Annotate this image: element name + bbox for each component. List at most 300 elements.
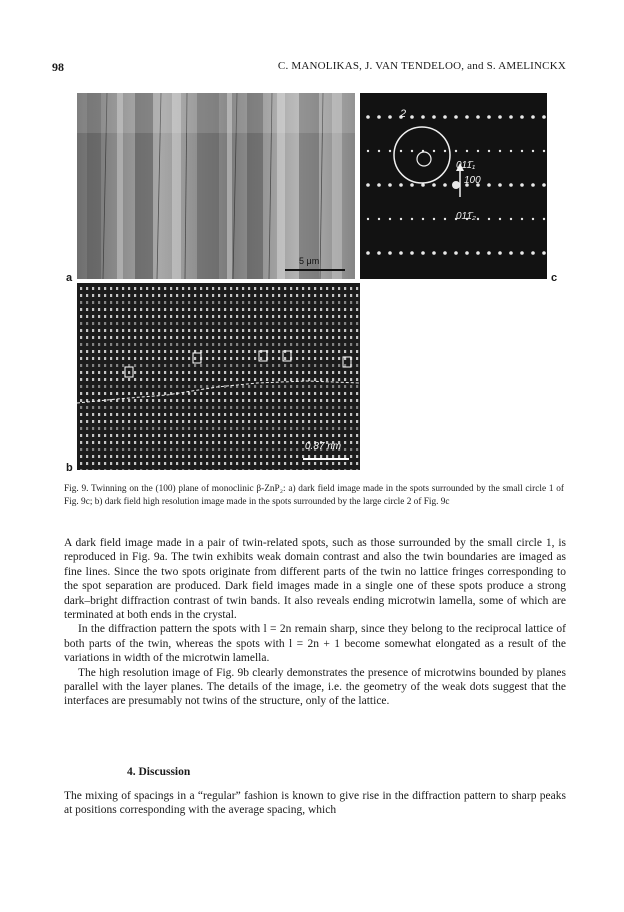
lattice-dot <box>176 301 178 304</box>
lattice-dot <box>290 329 292 332</box>
lattice-dot <box>260 462 262 465</box>
diffraction-spot <box>509 115 513 119</box>
lattice-dot <box>164 322 166 325</box>
lattice-dot <box>170 315 172 318</box>
lattice-dot <box>140 301 142 304</box>
lattice-dot <box>122 364 124 367</box>
lattice-dot <box>116 315 118 318</box>
lattice-dot <box>122 315 124 318</box>
diffraction-spot <box>466 150 468 152</box>
lattice-dot <box>356 301 358 304</box>
diffraction-spot <box>542 251 546 255</box>
lattice-dot <box>110 455 112 458</box>
lattice-dot <box>182 455 184 458</box>
lattice-dot <box>302 294 304 297</box>
lattice-dot <box>356 336 358 339</box>
lattice-dot <box>194 322 196 325</box>
lattice-dot <box>224 413 226 416</box>
lattice-dot <box>158 378 160 381</box>
lattice-dot <box>236 462 238 465</box>
lattice-dot <box>86 392 88 395</box>
lattice-dot <box>176 469 178 470</box>
lattice-dot <box>338 350 340 353</box>
lattice-dot <box>176 420 178 423</box>
lattice-dot <box>158 420 160 423</box>
lattice-dot <box>332 406 334 409</box>
lattice-dot <box>296 406 298 409</box>
lattice-dot <box>110 462 112 465</box>
lattice-dot <box>122 322 124 325</box>
lattice-dot <box>332 413 334 416</box>
lattice-dot <box>356 385 358 388</box>
lattice-dot <box>272 469 274 470</box>
lattice-dot <box>176 336 178 339</box>
lattice-dot <box>122 462 124 465</box>
lattice-dot <box>92 413 94 416</box>
lattice-dot <box>302 392 304 395</box>
lattice-dot <box>320 350 322 353</box>
lattice-dot <box>338 378 340 381</box>
lattice-dot <box>218 434 220 437</box>
lattice-dot <box>188 364 190 367</box>
lattice-dot <box>116 455 118 458</box>
lattice-dot <box>194 287 196 290</box>
lattice-dot <box>290 287 292 290</box>
lattice-dot <box>110 469 112 470</box>
lattice-dot <box>218 441 220 444</box>
lattice-dot <box>92 427 94 430</box>
scale-bar-label: 0.87 nm <box>305 441 342 452</box>
lattice-dot <box>134 469 136 470</box>
lattice-dot <box>188 378 190 381</box>
lattice-dot <box>134 364 136 367</box>
lattice-dot <box>188 427 190 430</box>
lattice-dot <box>284 364 286 367</box>
lattice-dot <box>80 364 82 367</box>
lattice-dot <box>188 392 190 395</box>
lattice-dot <box>350 378 352 381</box>
lattice-dot <box>188 371 190 374</box>
lattice-dot <box>248 378 250 381</box>
lattice-dot <box>152 392 154 395</box>
lattice-dot <box>350 294 352 297</box>
lattice-dot <box>200 378 202 381</box>
lattice-dot <box>272 434 274 437</box>
lattice-dot <box>152 413 154 416</box>
lattice-dot <box>260 294 262 297</box>
lattice-dot <box>80 455 82 458</box>
lattice-dot <box>206 427 208 430</box>
lattice-dot <box>122 448 124 451</box>
lattice-dot <box>308 462 310 465</box>
lattice-dot <box>98 420 100 423</box>
lattice-dot <box>272 364 274 367</box>
lattice-dot <box>92 378 94 381</box>
lattice-dot <box>158 343 160 346</box>
panel-letter-a: a <box>66 272 73 284</box>
lattice-dot <box>206 462 208 465</box>
lattice-dot <box>320 315 322 318</box>
lattice-dot <box>80 462 82 465</box>
lattice-dot <box>254 301 256 304</box>
lattice-dot <box>278 392 280 395</box>
lattice-dot <box>350 329 352 332</box>
lattice-dot <box>116 378 118 381</box>
lattice-dot <box>176 364 178 367</box>
lattice-dot <box>290 308 292 311</box>
lattice-dot <box>92 308 94 311</box>
lattice-dot <box>332 392 334 395</box>
lattice-dot <box>224 301 226 304</box>
lattice-dot <box>260 371 262 374</box>
lattice-dot <box>356 406 358 409</box>
lattice-dot <box>158 406 160 409</box>
lattice-dot <box>320 308 322 311</box>
lattice-dot <box>314 434 316 437</box>
lattice-dot <box>338 469 340 470</box>
lattice-dot <box>254 399 256 402</box>
lattice-dot <box>356 434 358 437</box>
lattice-dot <box>266 427 268 430</box>
diffraction-spot <box>521 218 523 220</box>
lattice-dot <box>182 294 184 297</box>
lattice-dot <box>320 427 322 430</box>
lattice-dot <box>86 343 88 346</box>
lattice-dot <box>98 322 100 325</box>
lattice-dot <box>194 343 196 346</box>
lattice-dot <box>212 287 214 290</box>
lattice-dot <box>284 322 286 325</box>
lattice-dot <box>92 420 94 423</box>
lattice-dot <box>104 448 106 451</box>
lattice-dot <box>164 364 166 367</box>
lattice-dot <box>194 455 196 458</box>
lattice-dot <box>230 357 232 360</box>
lattice-dot <box>308 392 310 395</box>
lattice-dot <box>92 469 94 470</box>
lattice-dot <box>236 336 238 339</box>
lattice-dot <box>170 301 172 304</box>
lattice-dot <box>170 462 172 465</box>
diffraction-spot <box>377 251 381 255</box>
lattice-dot <box>80 350 82 353</box>
lattice-dot <box>326 462 328 465</box>
lattice-dot <box>326 406 328 409</box>
lattice-dot <box>176 308 178 311</box>
lattice-dot <box>152 462 154 465</box>
lattice-dot <box>290 406 292 409</box>
lattice-dot <box>290 322 292 325</box>
lattice-dot <box>344 427 346 430</box>
lattice-dot <box>152 406 154 409</box>
lattice-dot <box>122 427 124 430</box>
lattice-dot <box>296 462 298 465</box>
lattice-dot <box>134 322 136 325</box>
lattice-dot <box>260 392 262 395</box>
lattice-dot <box>206 308 208 311</box>
lattice-dot <box>320 420 322 423</box>
lattice-dot <box>302 378 304 381</box>
lattice-dot <box>260 420 262 423</box>
lattice-dot <box>302 357 304 360</box>
lattice-dot <box>176 315 178 318</box>
lattice-dot <box>170 413 172 416</box>
lattice-dot <box>338 392 340 395</box>
lattice-dot <box>326 420 328 423</box>
lattice-dot <box>230 301 232 304</box>
lattice-dot <box>302 350 304 353</box>
lattice-dot <box>170 343 172 346</box>
lattice-dot <box>284 308 286 311</box>
lattice-dot <box>272 427 274 430</box>
lattice-dot <box>200 427 202 430</box>
running-head: C. MANOLIKAS, J. VAN TENDELOO, and S. AMELINCKX <box>277 60 566 72</box>
lattice-dot <box>272 448 274 451</box>
lattice-dot <box>104 455 106 458</box>
lattice-dot <box>314 315 316 318</box>
lattice-dot <box>122 399 124 402</box>
lattice-dot <box>350 399 352 402</box>
lattice-dot <box>242 329 244 332</box>
lattice-dot <box>326 336 328 339</box>
lattice-dot <box>302 343 304 346</box>
lattice-dot <box>338 294 340 297</box>
lattice-dot <box>176 455 178 458</box>
lattice-dot <box>302 336 304 339</box>
lattice-dot <box>284 378 286 381</box>
lattice-dot <box>176 378 178 381</box>
lattice-dot <box>170 371 172 374</box>
lattice-dot <box>200 308 202 311</box>
diffraction-spot <box>487 251 491 255</box>
diffraction-spot <box>367 218 369 220</box>
lattice-dot <box>134 434 136 437</box>
lattice-dot <box>92 336 94 339</box>
lattice-dot <box>146 294 148 297</box>
lattice-dot <box>86 378 88 381</box>
lattice-dot <box>338 413 340 416</box>
lattice-dot <box>278 371 280 374</box>
lattice-dot <box>254 420 256 423</box>
lattice-dot <box>248 322 250 325</box>
lattice-dot <box>254 427 256 430</box>
lattice-dot <box>236 315 238 318</box>
lattice-dot <box>170 427 172 430</box>
lattice-dot <box>200 399 202 402</box>
lattice-dot <box>206 350 208 353</box>
lattice-dot <box>116 441 118 444</box>
lattice-dot <box>158 322 160 325</box>
diffraction-spot <box>487 115 491 119</box>
lattice-dot <box>242 336 244 339</box>
lattice-dot <box>356 392 358 395</box>
lattice-dot <box>170 448 172 451</box>
lattice-dot <box>128 350 130 353</box>
lattice-dot <box>194 448 196 451</box>
lattice-dot <box>296 308 298 311</box>
lattice-dot <box>224 350 226 353</box>
lattice-dot <box>98 378 100 381</box>
lattice-dot <box>242 343 244 346</box>
lattice-dot <box>164 343 166 346</box>
lattice-dot <box>230 287 232 290</box>
lattice-dot <box>134 420 136 423</box>
lattice-dot <box>230 462 232 465</box>
lattice-dot <box>296 399 298 402</box>
lattice-dot <box>254 378 256 381</box>
lattice-dot <box>122 469 124 470</box>
diffraction-spot <box>388 115 392 119</box>
lattice-dot <box>110 364 112 367</box>
lattice-dot <box>134 462 136 465</box>
lattice-dot <box>350 315 352 318</box>
lattice-dot <box>332 434 334 437</box>
lattice-dot <box>326 469 328 470</box>
lattice-dot <box>248 336 250 339</box>
lattice-dot <box>158 350 160 353</box>
lattice-dot <box>272 413 274 416</box>
lattice-dot <box>164 406 166 409</box>
lattice-dot <box>206 434 208 437</box>
lattice-dot <box>314 406 316 409</box>
lattice-dot <box>350 413 352 416</box>
lattice-dot <box>224 462 226 465</box>
lattice-dot <box>86 364 88 367</box>
lattice-dot <box>230 427 232 430</box>
lattice-dot <box>140 350 142 353</box>
lattice-dot <box>302 371 304 374</box>
lattice-dot <box>86 357 88 360</box>
spot-label-011-1: 011̄₁ <box>456 160 476 171</box>
lattice-dot <box>140 343 142 346</box>
lattice-dot <box>110 385 112 388</box>
diffraction-spot <box>378 218 380 220</box>
lattice-dot <box>272 294 274 297</box>
lattice-dot <box>302 455 304 458</box>
lattice-dot <box>272 336 274 339</box>
lattice-dot <box>212 448 214 451</box>
diffraction-spot <box>388 251 392 255</box>
lattice-dot <box>266 441 268 444</box>
lattice-dot <box>140 455 142 458</box>
lattice-dot <box>134 455 136 458</box>
diffraction-spot <box>422 218 424 220</box>
lattice-dot <box>224 329 226 332</box>
lattice-dot <box>296 322 298 325</box>
lattice-dot <box>140 371 142 374</box>
lattice-dot <box>134 294 136 297</box>
lattice-dot <box>188 357 190 360</box>
lattice-dot <box>116 427 118 430</box>
lattice-dot <box>164 441 166 444</box>
lattice-dot <box>104 350 106 353</box>
lattice-dot <box>260 336 262 339</box>
lattice-dot <box>266 308 268 311</box>
lattice-dot <box>170 434 172 437</box>
lattice-dot <box>140 287 142 290</box>
lattice-dot <box>308 399 310 402</box>
lattice-dot <box>128 336 130 339</box>
lattice-dot <box>152 448 154 451</box>
lattice-dot <box>284 336 286 339</box>
lattice-dot <box>314 336 316 339</box>
lattice-dot <box>80 329 82 332</box>
lattice-dot <box>326 350 328 353</box>
diffraction-spot <box>542 183 546 187</box>
lattice-dot <box>218 336 220 339</box>
lattice-dot <box>290 420 292 423</box>
lattice-dot <box>158 434 160 437</box>
lattice-dot <box>86 448 88 451</box>
lattice-dot <box>248 371 250 374</box>
lattice-dot <box>164 336 166 339</box>
lattice-dot <box>158 301 160 304</box>
lattice-dot <box>146 315 148 318</box>
lattice-dot <box>236 399 238 402</box>
lattice-dot <box>218 392 220 395</box>
lattice-dot <box>182 427 184 430</box>
lattice-dot <box>332 308 334 311</box>
lattice-dot <box>254 469 256 470</box>
lattice-dot <box>92 392 94 395</box>
diffraction-spot <box>487 183 491 187</box>
diffraction-spot <box>477 218 479 220</box>
lattice-dot <box>284 448 286 451</box>
diffraction-spot <box>498 183 502 187</box>
lattice-dot <box>278 287 280 290</box>
lattice-dot <box>98 357 100 360</box>
lattice-dot <box>92 301 94 304</box>
lattice-dot <box>158 308 160 311</box>
lattice-dot <box>242 448 244 451</box>
lattice-dot <box>230 350 232 353</box>
lattice-dot <box>110 357 112 360</box>
diffraction-spot <box>444 150 446 152</box>
lattice-dot <box>308 322 310 325</box>
lattice-dot <box>290 315 292 318</box>
lattice-dot <box>302 308 304 311</box>
lattice-dot <box>290 427 292 430</box>
lattice-dot <box>128 434 130 437</box>
lattice-dot <box>128 406 130 409</box>
diffraction-spot <box>509 251 513 255</box>
lattice-dot <box>356 420 358 423</box>
lattice-dot <box>176 406 178 409</box>
lattice-dot <box>278 434 280 437</box>
lattice-dot <box>206 448 208 451</box>
lattice-dot <box>158 455 160 458</box>
lattice-dot <box>266 434 268 437</box>
diffraction-spot <box>432 183 436 187</box>
paragraph: The mixing of spacings in a “regular” fashion is known to give rise in the diffraction pattern to sharp peaks at positions corresponding with the average spacing, which <box>64 790 566 817</box>
lattice-dot <box>104 329 106 332</box>
lattice-dot <box>182 350 184 353</box>
lattice-dot <box>224 469 226 470</box>
lattice-dot <box>278 364 280 367</box>
lattice-dot <box>356 462 358 465</box>
lattice-dot <box>266 413 268 416</box>
lattice-dot <box>188 420 190 423</box>
lattice-dot <box>314 308 316 311</box>
lattice-dot <box>314 294 316 297</box>
lattice-dot <box>278 413 280 416</box>
lattice-dot <box>326 378 328 381</box>
lattice-dot <box>122 301 124 304</box>
lattice-dot <box>206 385 208 388</box>
spot-label-100: 100 <box>464 175 481 186</box>
lattice-dot <box>308 413 310 416</box>
lattice-dot <box>230 392 232 395</box>
